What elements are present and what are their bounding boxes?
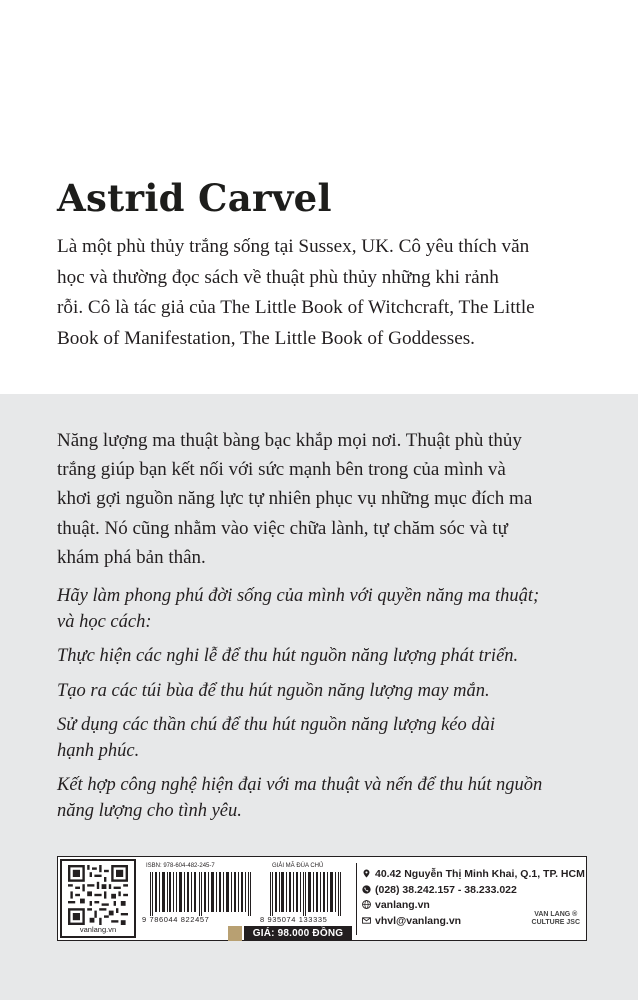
scan-label: GIẢI MÃ ĐÚA CHỦ — [272, 863, 324, 869]
author-bio-line: học và thường đọc sách về thuật phù thủy những khi rảnh — [57, 266, 499, 288]
divider — [356, 863, 357, 935]
barcode-digits: 8 935074 133335 — [260, 915, 328, 924]
highlights-list — [57, 584, 581, 833]
author-bio-line: rỗi. Cô là tác giả của The Little Book of Witchcraft, The Little — [57, 297, 535, 318]
contact-website-text[interactable]: vanlang.vn — [375, 899, 430, 911]
qr-code — [60, 859, 136, 938]
contact-email-text[interactable]: vhvl@vanlang.vn — [375, 914, 462, 927]
isbn-barcode — [146, 872, 258, 916]
globe-icon — [362, 900, 371, 909]
info-strip — [57, 856, 587, 941]
price-accent — [228, 926, 242, 941]
author-bio-line: Book of Manifestation, The Little Book of Goddesses. — [57, 327, 475, 349]
publisher-logo — [532, 911, 580, 927]
highlight-item-line: năng lượng cho tình yêu. — [57, 800, 242, 821]
author-section — [0, 0, 638, 394]
highlights-intro-line: Hãy làm phong phú đời sống của mình với quyền năng ma thuật; — [57, 586, 540, 606]
isbn-label: ISBN: 978-604-482-245-7 — [146, 863, 215, 869]
highlight-item-line: Sử dụng các thần chú để thu hút nguồn năng lượng kéo dài — [57, 715, 496, 735]
highlight-item — [57, 713, 581, 764]
publisher-subtitle: CULTURE JSC — [531, 919, 580, 926]
author-bio — [57, 232, 581, 354]
barcode-area — [142, 863, 352, 937]
ean-barcode — [268, 872, 348, 916]
blurb-line: thuật. Nó cũng nhằm vào việc chữa lành, tự chăm sóc và tự — [57, 517, 508, 539]
location-pin-icon — [362, 869, 371, 878]
contact-address-text: 40.42 Nguyễn Thị Minh Khai, Q.1, TP. HCM — [375, 868, 585, 880]
mail-icon — [362, 916, 371, 925]
highlight-item: Tạo ra các túi bùa để thu hút nguồn năng lượng may mắn. — [57, 680, 490, 701]
highlights-intro — [57, 584, 581, 635]
author-bio-line: Là một phù thủy trắng sống tại Sussex, UK. Cô yêu thích văn — [57, 236, 530, 257]
price-tag — [228, 926, 352, 941]
blurb-paragraph — [57, 426, 581, 572]
highlights-intro-line: và học cách: — [57, 611, 152, 632]
contact-phone-text: (028) 38.242.157 - 38.233.022 — [375, 883, 517, 896]
highlight-item-line: hạnh phúc. — [57, 740, 140, 761]
barcode-digits: 9 786044 822457 — [142, 915, 210, 924]
highlight-item: Thực hiện các nghi lễ để thu hút nguồn năng lượng phát triển. — [57, 646, 519, 666]
qr-url: vanlang.vn — [79, 925, 117, 934]
blurb-section — [0, 394, 638, 1000]
qr-code-icon — [68, 865, 128, 925]
highlight-item-line: Kết hợp công nghệ hiện đại với ma thuật và nến để thu hút nguồn — [57, 775, 543, 795]
publisher-name: VAN LANG ® — [534, 911, 578, 918]
price-label: GIÁ: 98.000 ĐỒNG — [244, 926, 352, 941]
blurb-line: trắng giúp bạn kết nối với sức mạnh bên trong của mình và — [57, 459, 506, 481]
blurb-line: khám phá bản thân. — [57, 546, 206, 568]
blurb-line: Năng lượng ma thuật bàng bạc khắp mọi nơi. Thuật phù thủy — [57, 430, 522, 451]
author-name: Astrid Carvel — [57, 176, 332, 220]
phone-icon — [362, 885, 371, 894]
blurb-line: khơi gợi nguồn năng lực tự nhiên phục vụ những mục đích ma — [57, 488, 533, 510]
contact-address — [362, 867, 585, 883]
contact-phone — [362, 883, 582, 899]
highlight-item — [57, 773, 581, 824]
